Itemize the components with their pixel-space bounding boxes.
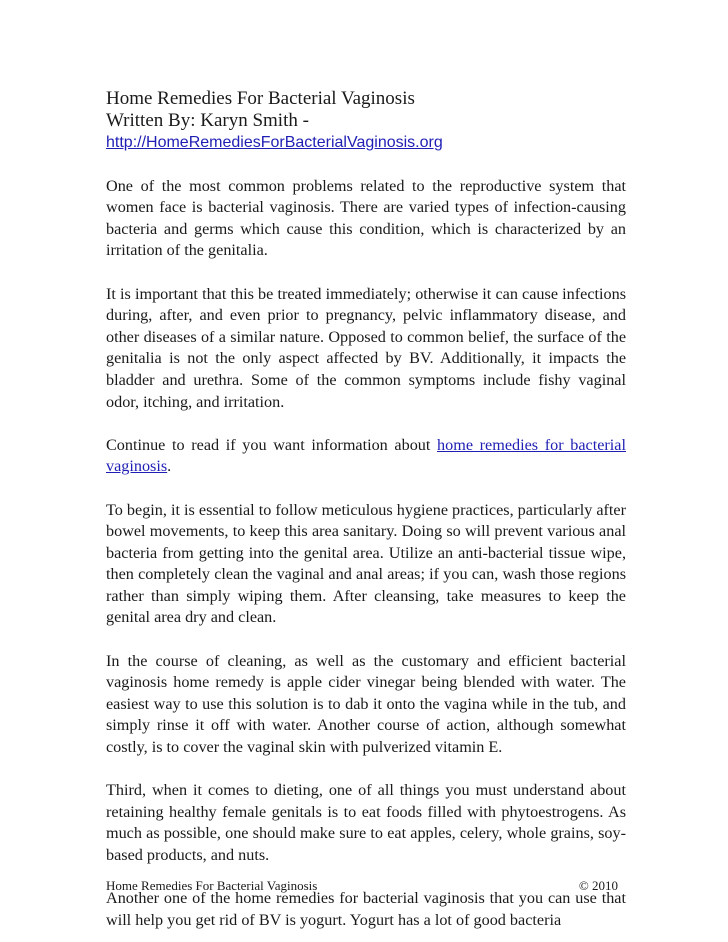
footer-copyright: © 2010	[578, 878, 618, 893]
paragraph-vinegar: In the course of cleaning, as well as the customary and efficient bacterial vaginosis home remedy is apple cider vinegar being blended with water. The easiest way to use this solution is to dab it onto the vagina while in the tub, and simply rinse it off with water. Another course of action, although somewhat costly, is to cover the vaginal skin with pulverized vitamin E.	[106, 651, 626, 757]
author-line: Written By: Karyn Smith -	[106, 110, 309, 131]
paragraph-hygiene: To begin, it is essential to follow meticulous hygiene practices, particularly after bowel movements, to keep this area sanitary. Doing so will prevent various anal bacteria from getting into the genital area. Utilize an anti-bacterial tissue wipe, then completely clean the vaginal and anal areas; if you can, wash those regions rather than simply wiping them. After cleansing, take measures to keep the genital area dry and clean.	[106, 500, 626, 627]
continue-period: .	[167, 457, 172, 476]
website-link[interactable]: http://HomeRemediesForBacterialVaginosis.org	[106, 134, 443, 151]
footer-title: Home Remedies For Bacterial Vaginosis	[106, 878, 318, 893]
document-title: Home Remedies For Bacterial Vaginosis	[106, 88, 415, 109]
paragraph-intro: One of the most common problems related to the reproductive system that women face is bacterial vaginosis. There are varied types of infection-causing bacteria and germs which cause this condition, which is characterized by an irritation of the genitalia.	[106, 176, 626, 260]
paragraph-diet: Third, when it comes to dieting, one of all things you must understand about retaining healthy female genitals is to eat foods filled with phytoestrogens. As much as possible, one should make sure to eat apples, celery, whole grains, soy-based products, and nuts.	[106, 781, 626, 864]
paragraph-yogurt: Another one of the home remedies for bacterial vaginosis that you can use that will help you get rid of BV is yogurt. Yogurt has a lot of good bacteria	[106, 889, 626, 929]
continue-text: Continue to read if you want information about	[106, 435, 438, 454]
paragraph-importance: It is important that this be treated immediately; otherwise it can cause infections during, after, and even prior to pregnancy, pelvic inflammatory disease, and other diseases of a similar nature. Opposed to common belief, the surface of the genitalia is not the only aspect affected by BV. Additionally, it impacts the bladder and urethra. Some of the common symptoms include fishy vaginal odor, itching, and irritation.	[106, 284, 626, 411]
document-body	[106, 88, 626, 931]
home-remedies-link[interactable]: home remedies for bacterial vaginosis	[106, 435, 626, 476]
paragraph-continue	[106, 435, 626, 478]
